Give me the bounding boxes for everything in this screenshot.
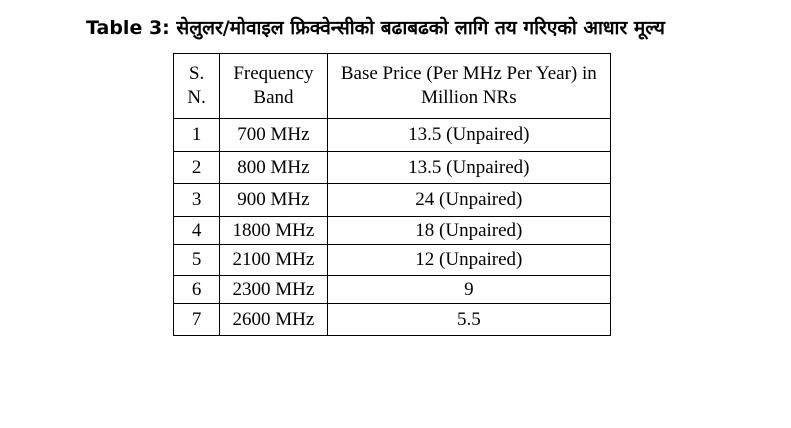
- table-body: [174, 119, 611, 336]
- cell-band: 2600 MHz: [220, 304, 327, 336]
- cell-sn: 5: [174, 245, 220, 276]
- header-base-price: Base Price (Per MHz Per Year) in Million NRs: [327, 54, 610, 119]
- cell-price: 12 (Unpaired): [327, 245, 610, 276]
- cell-band: 1800 MHz: [220, 217, 327, 245]
- cell-sn: 1: [174, 119, 220, 152]
- cell-price: 24 (Unpaired): [327, 184, 610, 217]
- header-sn: S. N.: [174, 54, 220, 119]
- cell-band: 2300 MHz: [220, 276, 327, 304]
- cell-band: 800 MHz: [220, 152, 327, 184]
- cell-sn: 6: [174, 276, 220, 304]
- cell-price: 18 (Unpaired): [327, 217, 610, 245]
- table-row: [174, 119, 611, 152]
- table-row: [174, 184, 611, 217]
- table-title: Table 3: सेलुलर/मोवाइल फ्रिक्वेन्सीको बढाबढको लागि तय गरिएको आधार मूल्य: [86, 17, 665, 39]
- table-row: [174, 217, 611, 245]
- cell-sn: 4: [174, 217, 220, 245]
- table-row: [174, 152, 611, 184]
- header-row: [174, 54, 611, 119]
- cell-price: 9: [327, 276, 610, 304]
- cell-sn: 2: [174, 152, 220, 184]
- cell-price: 5.5: [327, 304, 610, 336]
- cell-band: 700 MHz: [220, 119, 327, 152]
- table-row: [174, 304, 611, 336]
- frequency-price-table: [173, 53, 611, 336]
- cell-price: 13.5 (Unpaired): [327, 119, 610, 152]
- cell-sn: 3: [174, 184, 220, 217]
- table-row: [174, 245, 611, 276]
- table-header: [174, 54, 611, 119]
- cell-band: 2100 MHz: [220, 245, 327, 276]
- header-frequency-band: Frequency Band: [220, 54, 327, 119]
- cell-band: 900 MHz: [220, 184, 327, 217]
- cell-price: 13.5 (Unpaired): [327, 152, 610, 184]
- table-row: [174, 276, 611, 304]
- cell-sn: 7: [174, 304, 220, 336]
